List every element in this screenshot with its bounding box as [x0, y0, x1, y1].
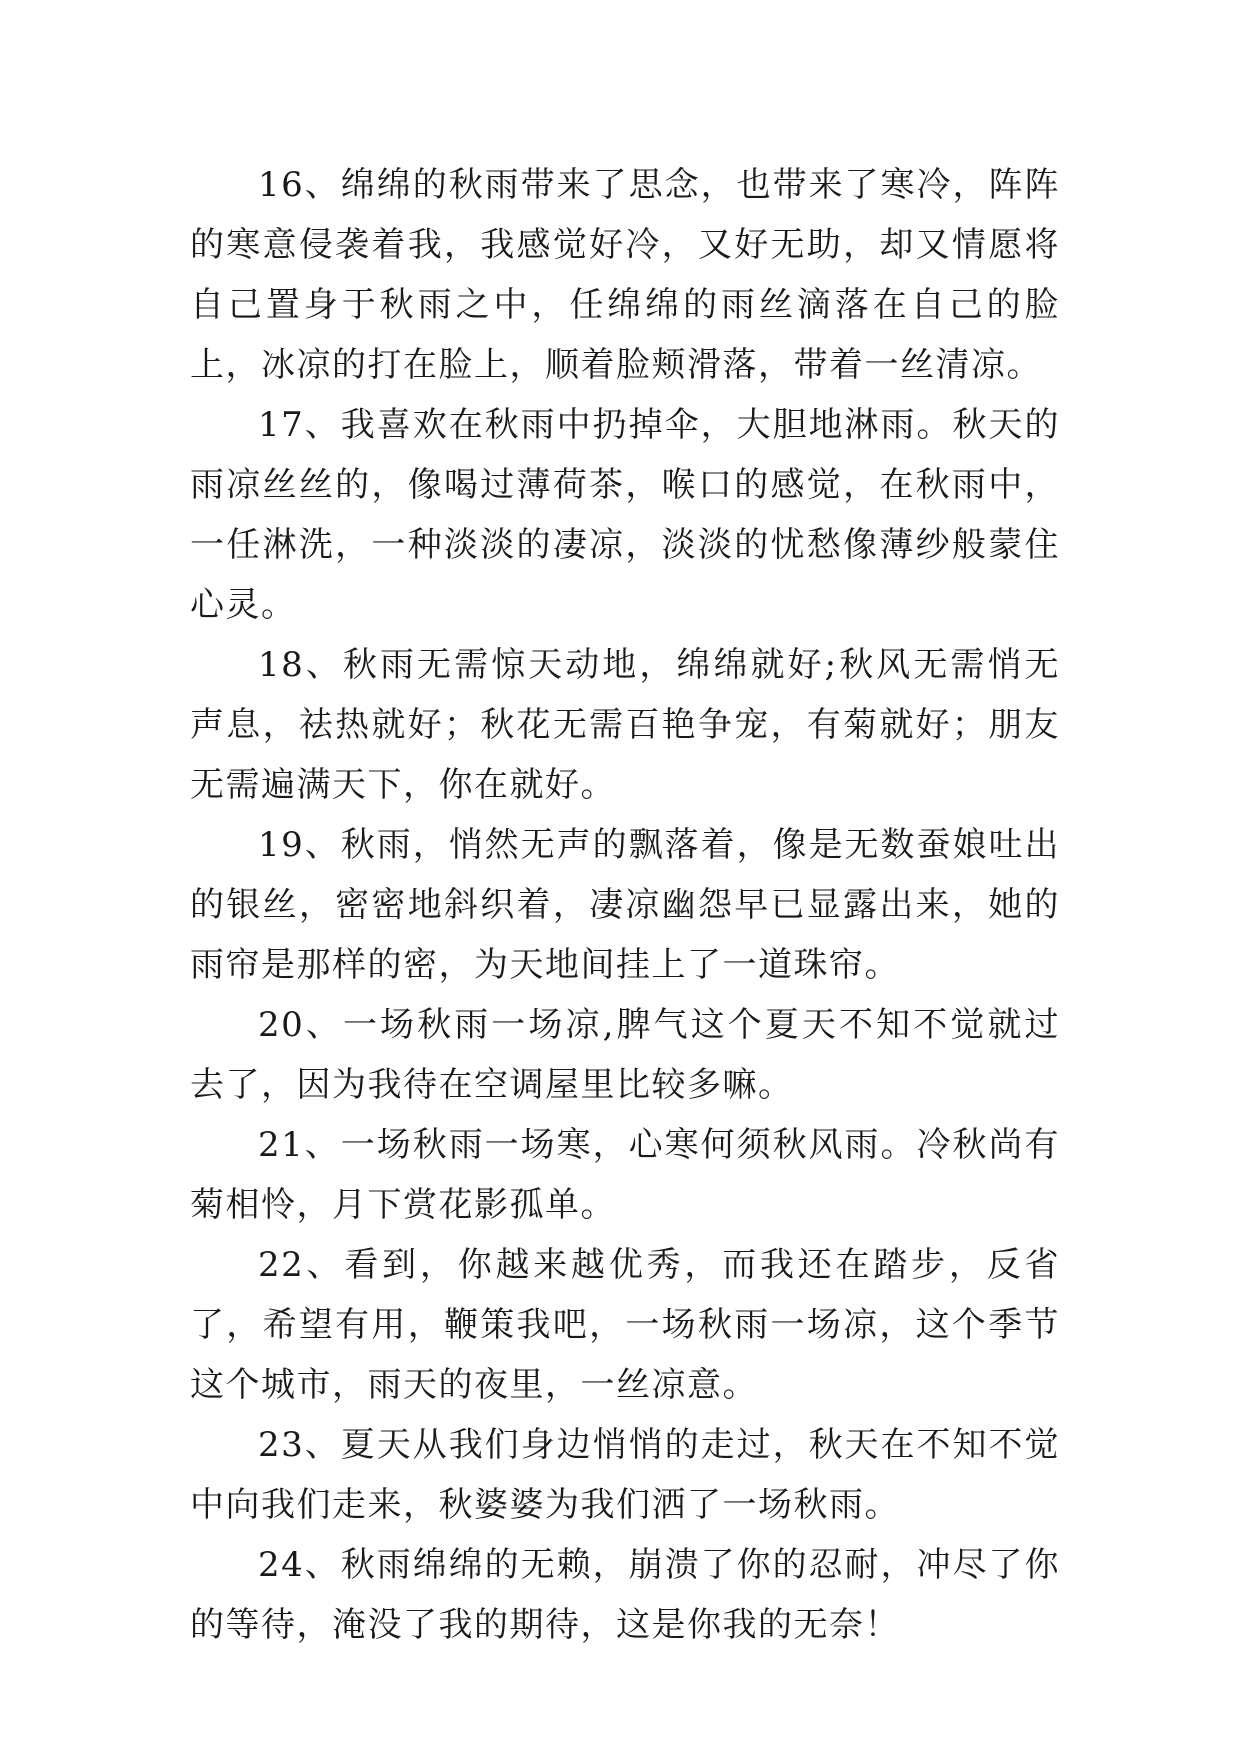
- document-body: [190, 155, 1060, 1655]
- paragraph-18: 18、秋雨无需惊天动地，绵绵就好;秋风无需悄无声息，祛热就好；秋花无需百艳争宠，有菊就好；朋友无需遍满天下，你在就好。: [190, 645, 1060, 805]
- paragraph-20: 20、一场秋雨一场凉,脾气这个夏天不知不觉就过去了，因为我待在空调屋里比较多嘛。: [190, 1005, 1060, 1105]
- paragraph-24: 24、秋雨绵绵的无赖，崩溃了你的忍耐，冲尽了你的等待，淹没了我的期待，这是你我的无奈！: [190, 1545, 1060, 1645]
- paragraph-22: 22、看到，你越来越优秀，而我还在踏步，反省了，希望有用，鞭策我吧，一场秋雨一场凉，这个季节这个城市，雨天的夜里，一丝凉意。: [190, 1245, 1060, 1405]
- paragraph-23: 23、夏天从我们身边悄悄的走过，秋天在不知不觉中向我们走来，秋婆婆为我们洒了一场秋雨。: [190, 1425, 1060, 1525]
- paragraph-17: 17、我喜欢在秋雨中扔掉伞，大胆地淋雨。秋天的雨凉丝丝的，像喝过薄荷茶，喉口的感觉，在秋雨中，一任淋洗，一种淡淡的凄凉，淡淡的忧愁像薄纱般蒙住心灵。: [190, 405, 1060, 625]
- paragraph-16: 16、绵绵的秋雨带来了思念，也带来了寒冷，阵阵的寒意侵袭着我，我感觉好冷，又好无助，却又情愿将自己置身于秋雨之中，任绵绵的雨丝滴落在自己的脸上，冰凉的打在脸上，顺着脸颊滑落，带着一丝清凉。: [190, 165, 1060, 385]
- paragraph-21: 21、一场秋雨一场寒，心寒何须秋风雨。冷秋尚有菊相怜，月下赏花影孤单。: [190, 1125, 1060, 1225]
- paragraph-19: 19、秋雨，悄然无声的飘落着，像是无数蚕娘吐出的银丝，密密地斜织着，凄凉幽怨早已显露出来，她的雨帘是那样的密，为天地间挂上了一道珠帘。: [190, 825, 1060, 985]
